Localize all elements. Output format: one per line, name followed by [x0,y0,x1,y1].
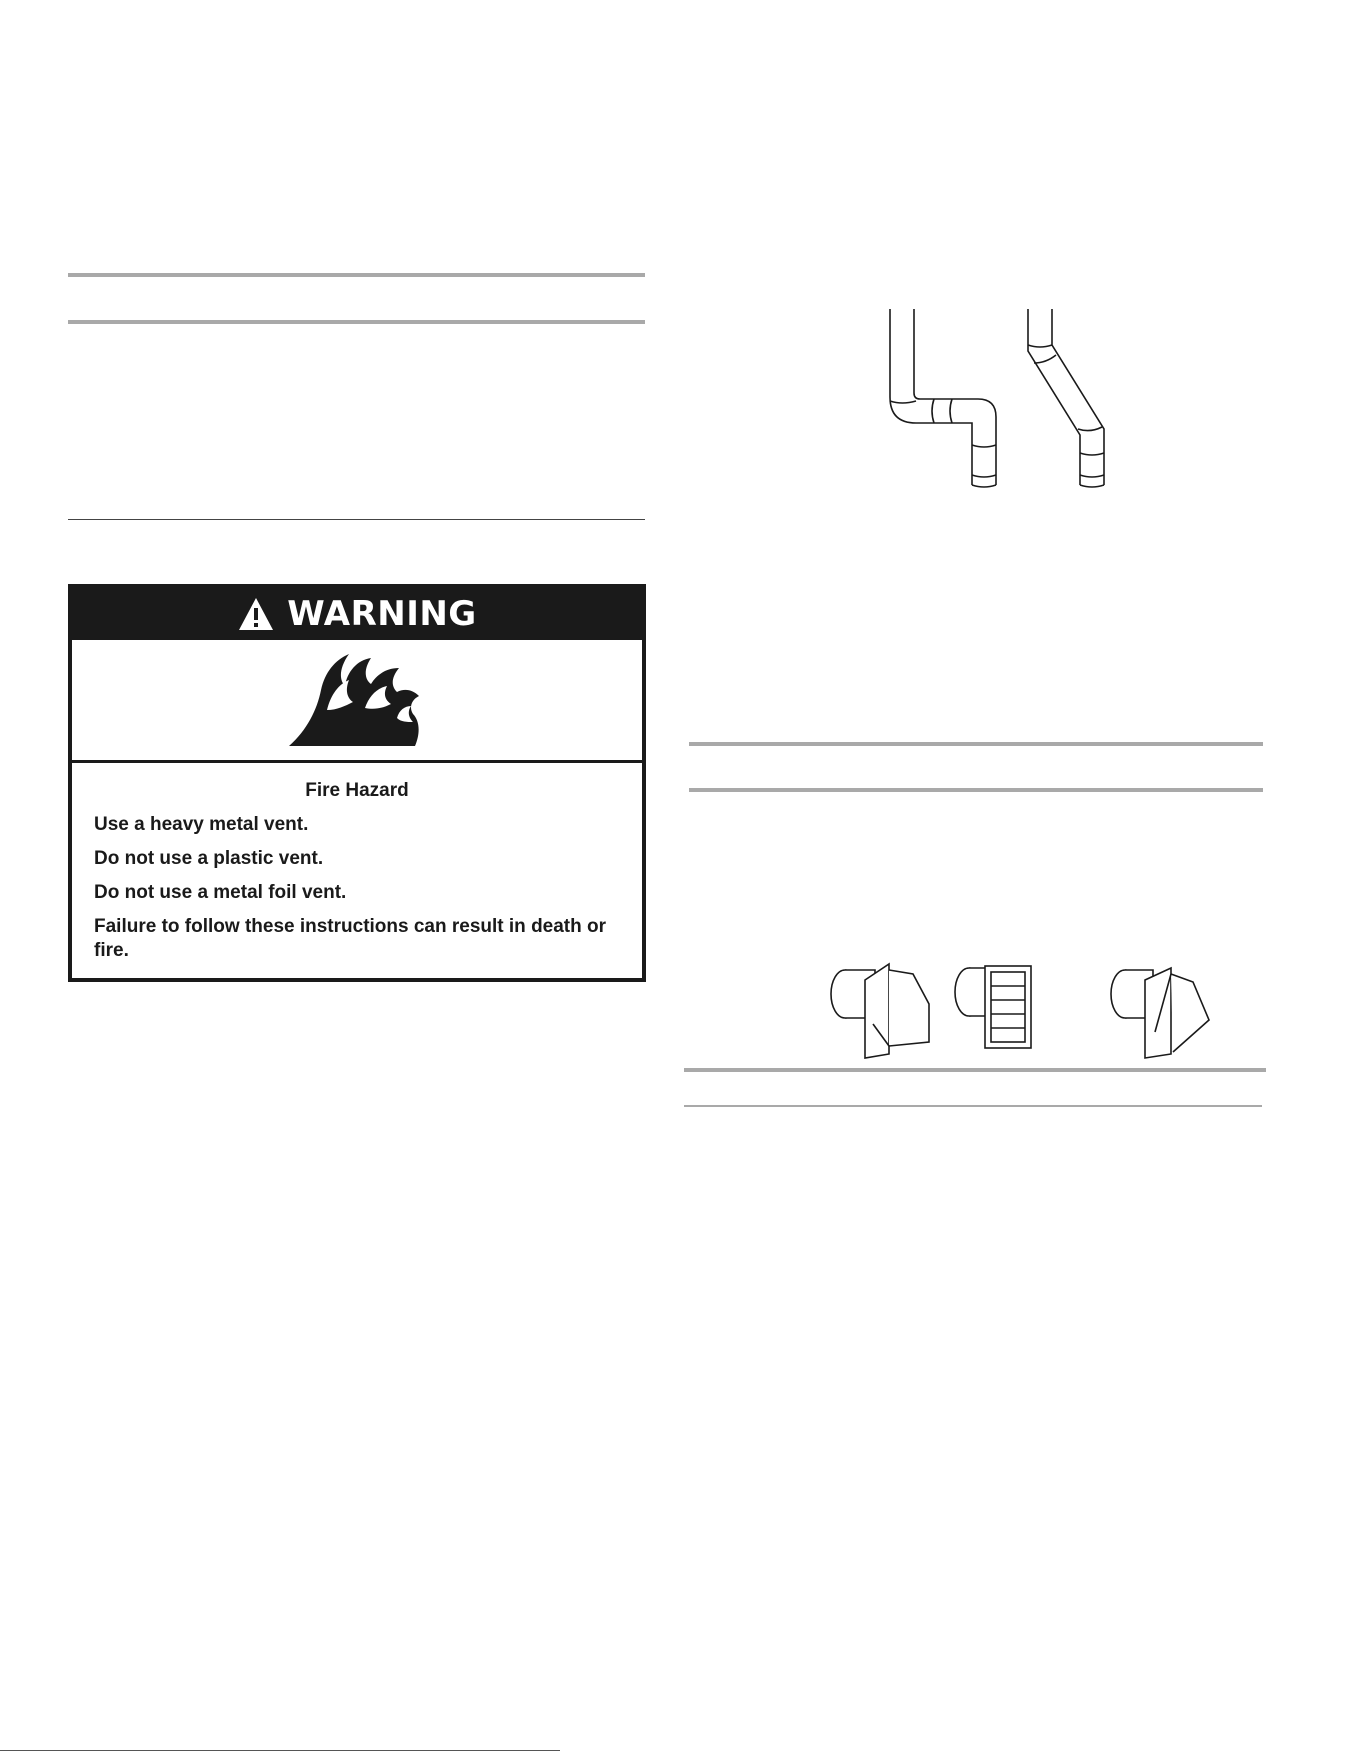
warning-box [68,584,646,982]
fire-icon [287,650,427,750]
warning-header [72,588,642,640]
hazard-title: Fire Hazard [305,780,409,801]
section-rule-top-right [689,742,1263,746]
warning-text [72,763,642,963]
footer-line [0,1750,560,1751]
section-divider [68,519,645,520]
warning-line: Do not use a plastic vent. [94,848,324,869]
warning-line: Do not use a metal foil vent. [94,882,347,903]
section-rule-bottom-right [689,788,1263,792]
warning-icon-area [72,640,642,763]
warning-triangle-icon [237,596,275,632]
section-rule-lower-right-thin [684,1105,1262,1107]
section-rule-bottom [68,320,645,324]
vent-elbow-illustration [880,305,1120,490]
exhaust-hood-illustration [825,962,1225,1060]
section-rule-top [68,273,645,277]
warning-line: Failure to follow these instructions can result in death or fire. [94,916,607,961]
warning-line: Use a heavy metal vent. [94,814,309,835]
section-rule-lower-right [684,1068,1266,1072]
warning-label: WARNING [287,594,477,634]
